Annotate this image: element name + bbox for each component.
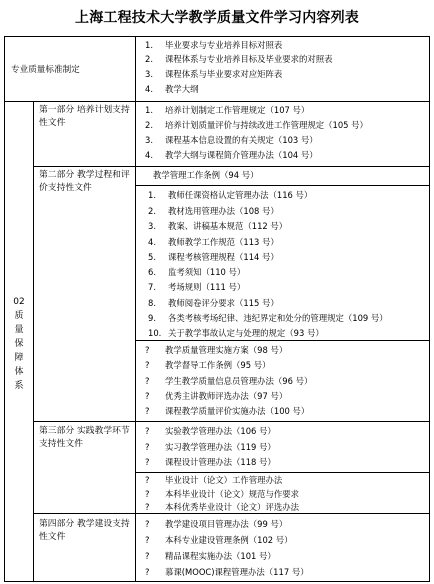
list-item: ? 教学建设项目管理办法（99 号） bbox=[145, 519, 288, 529]
list-item: 4. 教师教学工作规范（113 号） bbox=[148, 237, 279, 247]
list-item: ? 教学督导工作条例（95 号） bbox=[145, 360, 271, 370]
list-item: ? 本科毕业设计（论文）规范与作要求 bbox=[145, 489, 299, 499]
list-item: 3. 课程体系与毕业要求对应矩阵表 bbox=[145, 69, 283, 79]
quality-assurance-label: 02 质 量 保 障 体 系 bbox=[13, 297, 25, 391]
list-item: 5. 课程考核管理规程（114 号） bbox=[148, 252, 279, 262]
table-divider bbox=[33, 513, 430, 514]
table-divider bbox=[33, 421, 430, 422]
list-item: ? 精品课程实施办法（101 号） bbox=[145, 551, 276, 561]
list-item: ? 实验教学管理办法（106 号） bbox=[145, 426, 276, 436]
list-item: 9. 各类考核考场纪律、违纪界定和处分的管理规定（109 号） bbox=[148, 313, 388, 323]
part3-label: 第三部分 实践教学环节支持性文件 bbox=[39, 426, 130, 449]
list-item: 4. 教学大纲 bbox=[145, 84, 199, 94]
part4-label: 第四部分 教学建设支持性文件 bbox=[39, 519, 130, 542]
part1-label: 第一部分 培养计划支持性文件 bbox=[39, 105, 130, 128]
table-divider bbox=[33, 166, 430, 167]
list-item: 7. 考场规则（111 号） bbox=[148, 282, 246, 292]
row-label-standard: 专业质量标准制定 bbox=[11, 65, 80, 75]
table-divider bbox=[135, 185, 430, 186]
list-item: ? 教学质量管理实施方案（98 号） bbox=[145, 345, 288, 355]
list-item: ? 慕课(MOOC)课程管理办法（117 号） bbox=[145, 567, 309, 577]
list-item: 1. 培养计划制定工作管理规定（107 号） bbox=[145, 105, 310, 115]
table-divider bbox=[33, 101, 34, 582]
list-item: 1. 毕业要求与专业培养目标对照表 bbox=[145, 40, 283, 50]
table-divider bbox=[135, 37, 136, 582]
list-item: ? 本科优秀毕业设计（论文）评选办法 bbox=[145, 502, 299, 512]
list-item: 10. 关于教学事故认定与处理的规定（93 号） bbox=[148, 328, 324, 338]
document-title: 上海工程技术大学教学质量文件学习内容列表 bbox=[75, 10, 359, 26]
list-item: 2. 培养计划质量评价与持续改进工作管理规定（105 号） bbox=[145, 120, 368, 130]
list-item: ? 课程设计管理办法（118 号） bbox=[145, 457, 276, 467]
list-item: 6. 监考须知（110 号） bbox=[148, 267, 246, 277]
part2-header-item: 教学管理工作条例（94 号） bbox=[153, 170, 259, 180]
list-item: ? 实习教学管理办法（119 号） bbox=[145, 442, 276, 452]
list-item: 2. 教材选用管理办法（108 号） bbox=[148, 206, 279, 216]
table-divider bbox=[135, 472, 430, 473]
list-item: 2. 课程体系与专业培养目标及毕业要求的对照表 bbox=[145, 54, 333, 64]
list-item: ? 学生教学质量信息员管理办法（96 号） bbox=[145, 376, 313, 386]
list-item: 4. 教学大纲与课程简介管理办法（104 号） bbox=[145, 150, 318, 160]
list-item: ? 课程教学质量评价实施办法（100 号） bbox=[145, 406, 310, 416]
content-table bbox=[4, 36, 430, 582]
list-item: ? 优秀主讲教师评选办法（97 号） bbox=[145, 391, 288, 401]
table-divider bbox=[135, 340, 430, 341]
list-item: ? 毕业设计（论文）工作管理办法 bbox=[145, 475, 283, 485]
list-item: 3. 课程基本信息设置的有关规定（103 号） bbox=[145, 135, 318, 145]
table-divider bbox=[5, 101, 430, 102]
list-item: 8. 教师阅卷评分要求（115 号） bbox=[148, 298, 279, 308]
list-item: ? 本科专业建设管理条例（102 号） bbox=[145, 535, 293, 545]
part2-label: 第二部分 教学过程和评价支持性文件 bbox=[39, 170, 130, 193]
list-item: 1. 教师任课资格认定管理办法（116 号） bbox=[148, 190, 313, 200]
list-item: 3. 教案、讲稿基本规范（112 号） bbox=[148, 221, 288, 231]
